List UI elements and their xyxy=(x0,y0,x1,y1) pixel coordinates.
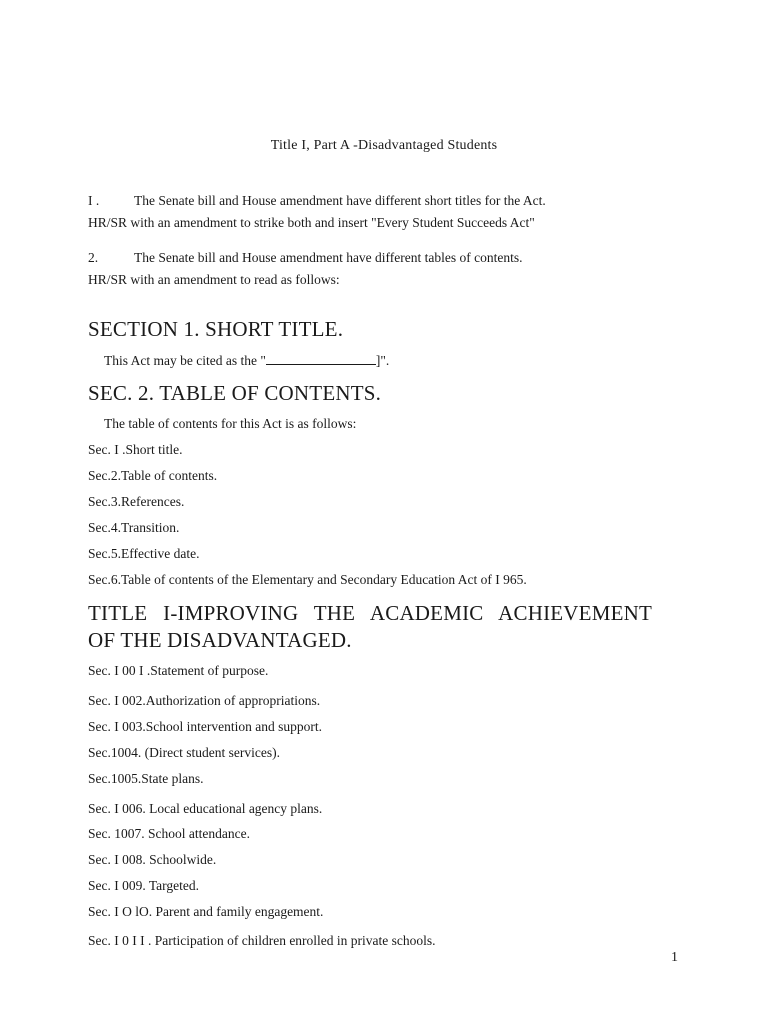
title-one-item: Sec. I O lO. Parent and family engagement. xyxy=(88,904,324,919)
paragraph-1-text: The Senate bill and House amendment have different short titles for the Act. xyxy=(134,193,546,208)
title-one-item: Sec. I 003.School intervention and support. xyxy=(88,719,322,734)
citation-text-before: This Act may be cited as the " xyxy=(104,353,266,368)
toc-item: Sec. I .Short title. xyxy=(88,442,183,457)
paragraph-2-line-1 xyxy=(88,247,523,269)
document-title: Title I, Part A -Disadvantaged Students xyxy=(270,138,498,153)
toc-item: Sec.3.References. xyxy=(88,494,185,509)
page-number: 1 xyxy=(671,950,678,965)
title-one-item: Sec. I 0 I I . Participation of children enrolled in private schools. xyxy=(88,933,436,948)
title-one-item: Sec. I 002.Authorization of appropriations. xyxy=(88,693,321,708)
paragraph-1-line-1 xyxy=(88,190,546,212)
paragraph-2-number: 2. xyxy=(88,250,99,265)
citation-blank xyxy=(266,352,376,365)
toc-item: Sec.5.Effective date. xyxy=(88,546,200,561)
toc-intro: The table of contents for this Act is as follows: xyxy=(104,416,357,431)
section-2-heading: SEC. 2. TABLE OF CONTENTS. xyxy=(88,381,382,405)
toc-item: Sec.2.Table of contents. xyxy=(88,468,218,483)
title-one-item: Sec. I 009. Targeted. xyxy=(88,878,200,893)
citation-text-after: ]". xyxy=(375,353,390,368)
toc-item: Sec.4.Transition. xyxy=(88,520,180,535)
title-one-item: Sec. I 008. Schoolwide. xyxy=(88,852,217,867)
title-one-item: Sec. I 00 I .Statement of purpose. xyxy=(88,663,269,678)
title-one-item: Sec.1004. (Direct student services). xyxy=(88,745,280,760)
section-1-heading: SECTION 1. SHORT TITLE. xyxy=(88,317,344,341)
paragraph-2-text: The Senate bill and House amendment have different tables of contents. xyxy=(134,250,523,265)
paragraph-1 xyxy=(88,190,546,234)
paragraph-1-number: I . xyxy=(88,193,100,208)
title-one-heading-line-1: TITLE I-IMPROVING THE ACADEMIC ACHIEVEMENT xyxy=(88,601,652,625)
paragraph-1-line-2: HR/SR with an amendment to strike both and insert "Every Student Succeeds Act" xyxy=(88,215,535,230)
toc-item: Sec.6.Table of contents of the Elementary and Secondary Education Act of I 965. xyxy=(88,572,527,587)
paragraph-2-line-2: HR/SR with an amendment to read as follows: xyxy=(88,272,340,287)
section-1-citation xyxy=(104,352,389,369)
title-one-item: Sec. 1007. School attendance. xyxy=(88,826,250,841)
title-one-heading xyxy=(88,600,652,654)
title-one-item: Sec. I 006. Local educational agency plans. xyxy=(88,801,323,816)
title-one-item: Sec.1005.State plans. xyxy=(88,771,204,786)
title-one-heading-line-2: OF THE DISADVANTAGED. xyxy=(88,628,352,652)
paragraph-2 xyxy=(88,247,523,291)
